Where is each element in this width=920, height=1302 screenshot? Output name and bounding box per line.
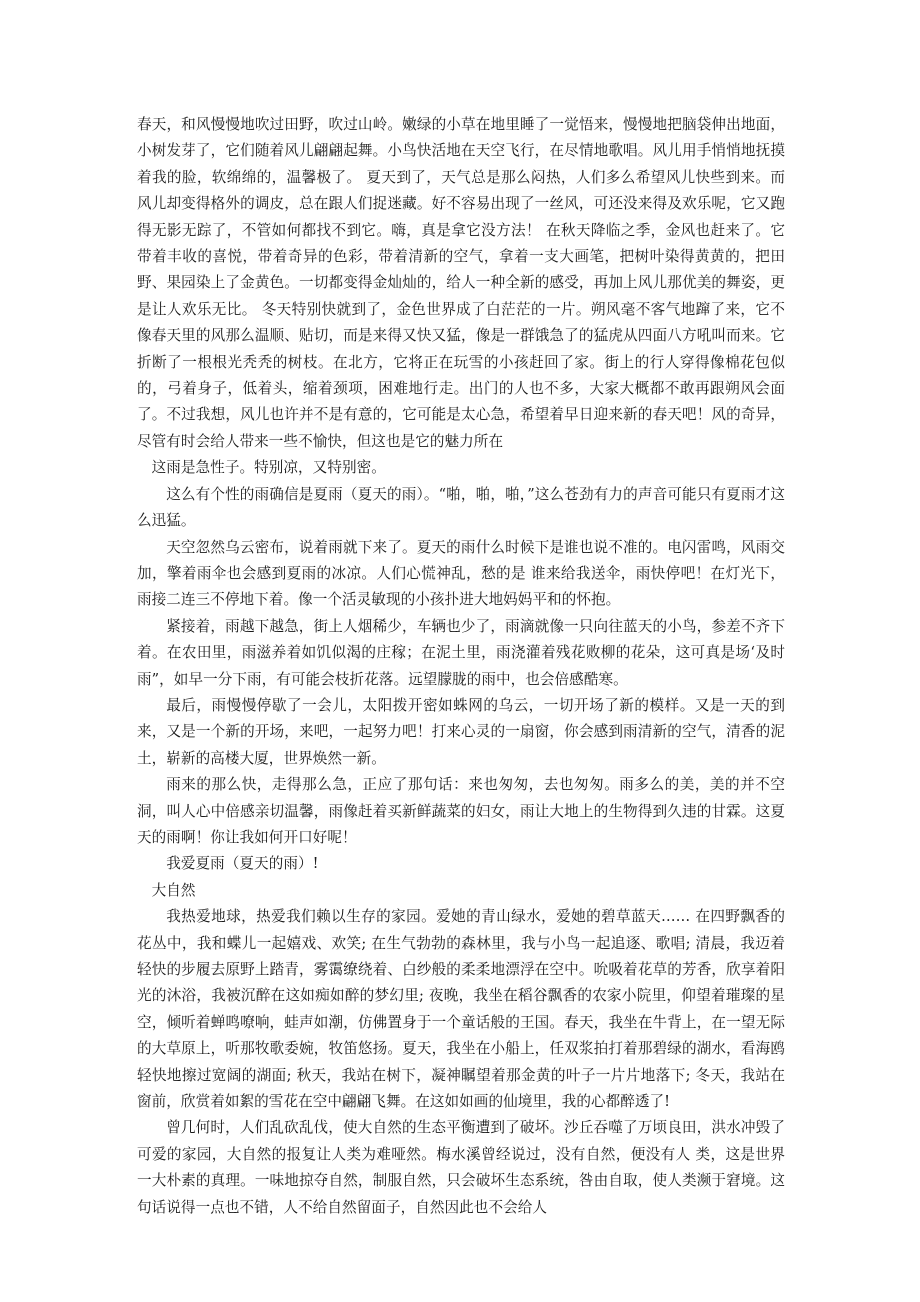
paragraph-rain-intensifies: 紧接着，雨越下越急，街上人烟稀少，车辆也少了，雨滴就像一只向往蓝天的小鸟，参差不齐下着。在农田里，雨滋养着如饥似渴的庄稼；在泥土里，雨浇灌着残花败柳的花朵，这可真是场‘及时雨”，如早一分下雨，有可能会枝折花落。远望朦胧的雨中，也会倍感酷寒。 [137, 617, 785, 688]
paragraph-nature-destroyed: 曾几何时，人们乱砍乱伐，使大自然的生态平衡遭到了破坏。沙丘吞噬了万顷良田，洪水冲毁了可爱的家园，大自然的报复让人类为难哑然。梅水溪曾经说过，没有自然，便没有人 类，这是世界一大朴素的真理。一味地掠夺自然，制服自然，只会破坏生态系统，咎由自取，使人类濒于窘境。这句话说得一点也不错，人不给自然留面子，自然因此也不会给人 [137, 1119, 785, 1216]
paragraph-rain-intro: 这雨是急性子。特别凉，又特别密。 [151, 459, 386, 477]
paragraph-storm: 天空忽然乌云密布，说着雨就下来了。夏天的雨什么时候下是谁也说不准的。电闪雷鸣，风雨交加，擎着雨伞也会感到夏雨的冰凉。人们心慌神乱，愁的是 谁来给我送伞，雨快停吧！在灯光下，雨接二连三不停地下着。像一个活灵敏现的小孩扑进大地妈妈平和的怀抱。 [137, 538, 785, 609]
paragraph-love-earth: 我热爱地球，热爱我们赖以生存的家园。爱她的青山绿水，爱她的碧草蓝天…… 在四野飘香的花丛中，我和蝶儿一起嬉戏、欢笑; 在生气勃勃的森林里，我与小鸟一起追逐、歌唱; 清晨，我迈着轻快的步履去原野上踏青，雾霭缭绕着、白纱般的柔柔地漂浮在空中。吮吸着花草的芳香，欣享着阳光的沐浴，我被沉醉在这如痴如醉的梦幻里; 夜晚，我坐在稻谷飘香的农家小院里，仰望着璀璨的星空，倾听着蝉鸣嘹响，蛙声如潮，仿佛置身于一个童话般的王国。春天，我坐在牛背上，在一望无际的大草原上，听那牧歌委婉，牧笛悠扬。夏天，我坐在小船上，任双浆拍打着那碧绿的湖水，看海鸥轻快地擦过宽阔的湖面; 秋天，我站在树下，凝神瞩望着那金黄的叶子一片片地落下; 冬天，我站在窗前，欣赏着如絮的雪花在空中翩翩飞舞。在这如如画的仙境里，我的心都醉透了! [137, 908, 785, 1111]
section-title-nature: 大自然 [151, 881, 196, 899]
document-body [137, 112, 785, 1221]
paragraph-rain-stops: 最后，雨慢慢停歇了一会儿，太阳拨开密如蛛网的乌云，一切开场了新的模样。又是一天的到来，又是一个新的开场，来吧，一起努力吧！打来心灵的一扇窗，你会感到雨清新的空气，清香的泥土，崭新的高楼大厦，世界焕然一新。 [137, 696, 785, 767]
paragraph-summer-rain: 这么有个性的雨确信是夏雨（夏天的雨）。“啪，啪，啪，”这么苍劲有力的声音可能只有夏雨才这么迅猛。 [137, 485, 785, 530]
paragraph-rain-conclusion: 雨来的那么快，走得那么急，正应了那句话：来也匆匆，去也匆匆。雨多么的美，美的并不空洞，叫人心中倍感亲切温馨，雨像赶着买新鲜蔬菜的妇女，雨让大地上的生物得到久违的甘霖。这夏天的雨啊！你让我如何开口好呢！ [137, 776, 785, 846]
paragraph-love-summer-rain: 我爱夏雨（夏天的雨）! [166, 855, 319, 873]
paragraph-wind-seasons: 春天，和风慢慢地吹过田野，吹过山岭。嫩绿的小草在地里睡了一觉悟来，慢慢地把脑袋伸出地面，小树发芽了，它们随着风儿翩翩起舞。小鸟快活地在天空飞行，在尽情地歌唱。风儿用手悄悄地抚摸着我的脸，软绵绵的，温馨极了。 夏天到了，天气总是那么闷热，人们多么希望风儿快些到来。而风儿却变得格外的调皮，总在跟人们捉迷藏。好不容易出现了一丝风，可还没来得及欢乐呢，它又跑得无影无踪了，不管如何都找不到它。嗨，真是拿它没方法！ 在秋天降临之季，金风也赶来了。它带着丰收的喜悦，带着奇异的色彩，带着清新的空气，拿着一支大画笔，把树叶染得黄黄的，把田野、果园染上了金黄色。一切都变得金灿灿的，给人一种全新的感受，再加上风儿那优美的舞姿，更是让人欢乐无比。 冬天特别快就到了，金色世界成了白茫茫的一片。朔风毫不客气地蹿了来，它不像春天里的风那么温顺、贴切，而是来得又快又猛，像是一群饿急了的猛虎从四面八方吼叫而来。它折断了一根根光秃秃的树枝。在北方，它将正在玩雪的小孩赶回了家。街上的行人穿得像棉花包似的，弓着身子，低着头，缩着颈项，困难地行走。出门的人也不多，大家大概都不敢再跟朔风会面了。不过我想，风儿也许并不是有意的，它可能是太心急，希望着早日迎来新的春天吧！风的奇异，尽管有时会给人带来一些不愉快，但这也是它的魅力所在 [137, 116, 785, 450]
